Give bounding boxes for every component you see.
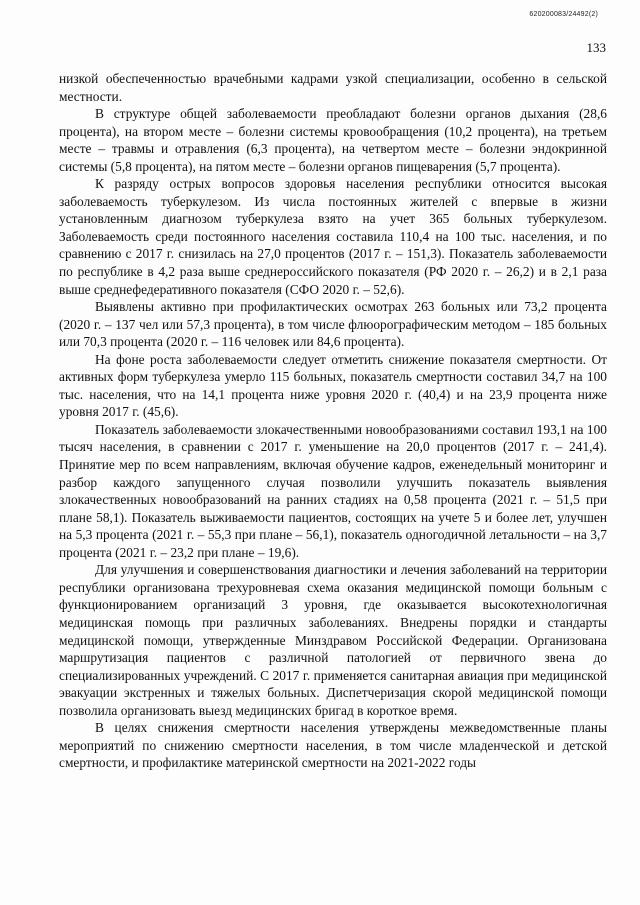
paragraph-continuation: низкой обеспеченностью врачебными кадрами узкой специализации, особенно в сельской местности. [59, 71, 607, 104]
paragraph-morbidity-structure: В структуре общей заболеваемости преобладают болезни органов дыхания (28,6 процента), на втором месте – болезни системы кровообращения (10,2 процента), на третьем месте – травмы и отравления (6,3 процента), на четвертом месте – болезни эндокринной системы (5,8 процента), на пятом месте – болезни органов пищеварения (5,7 процента). [59, 106, 607, 174]
paragraph-oncology: Показатель заболеваемости злокачественными новообразованиями составил 193,1 на 100 тысяч населения, в сравнении с 2017 г. уменьшение на 20,0 процентов (2017 г. – 241,4). Принятие мер по всем направлениям, включая обучение кадров, еженедельный мониторинг и разбор каждого запущенного случая позволили улучшить показатель выявления злокачественных новообразований на ранних стадиях на 0,58 процента (2021 г. – 51,5 при плане 58,1). Показатель выживаемости пациентов, состоящих на учете 5 и более лет, улучшен на 5,3 процента (2021 г. – 55,3 при плане – 56,1), показатель одногодичной летальности – на 3,7 процента (2021 г. – 23,2 при плане – 19,6). [59, 421, 607, 560]
page-number: 133 [586, 40, 606, 55]
paragraph-medical-care-system: Для улучшения и совершенствования диагностики и лечения заболеваний на территории республики организована трехуровневая схема оказания медицинской помощи больным с функционированием организаций 3 уровня, где оказывается высокотехнологичная медицинская помощь при различных заболеваниях. Внедрены порядки и стандарты медицинской помощи, утвержденные Минздравом Российской Федерации. Организована маршрутизация пациентов с различной патологией от первичного звена до специализированных учреждений. С 2017 г. применяется санитарная авиация при медицинской эвакуации экстренных и тяжелых больных. Диспетчеризация скорой медицинской помощи позволила организовать выезд медицинских бригад в короткое время. [59, 562, 607, 718]
paragraph-tuberculosis-incidence: К разряду острых вопросов здоровья населения республики относится высокая заболеваемость туберкулезом. Из числа постоянных жителей с впервые в жизни установленным диагнозом туберкулеза взято на учет 365 больных туберкулезом. Заболеваемость среди постоянного населения составила 110,4 на 100 тыс. населения, и по сравнению с 2017 г. снизилась на 27,0 процентов (2017 г. – 151,3). Показатель заболеваемости по республике в 4,2 раза выше среднероссийского показателя (РФ 2020 г. – 26,2) и в 2,1 раза выше среднефедеративного показателя (СФО 2020 г. – 52,6). [59, 176, 607, 297]
body-text [59, 70, 607, 772]
paragraph-tuberculosis-mortality: На фоне роста заболеваемости следует отметить снижение показателя смертности. От активных форм туберкулеза умерло 115 больных, показатель смертности составил 34,7 на 100 тыс. населения, что на 14,1 процента ниже уровня 2020 г. (40,4) и на 23,9 процента ниже уровня 2017 г. (45,6). [59, 351, 607, 420]
paragraph-tuberculosis-detection: Выявлены активно при профилактических осмотрах 263 больных или 73,2 процента (2020 г. – 137 чел или 57,3 процента), в том числе флюорографическим методом – 185 больных или 70,3 процента (2020 г. – 116 человек или 84,6 процента). [59, 299, 607, 350]
document-id: 620200083/24492(2) [529, 11, 598, 18]
paragraph-mortality-reduction: В целях снижения смертности населения утверждены межведомственные планы мероприятий по снижению смертности населения, в том числе младенческой и детской смертности, и профилактике материнской смертности на 2021-2022 годы [59, 720, 607, 771]
